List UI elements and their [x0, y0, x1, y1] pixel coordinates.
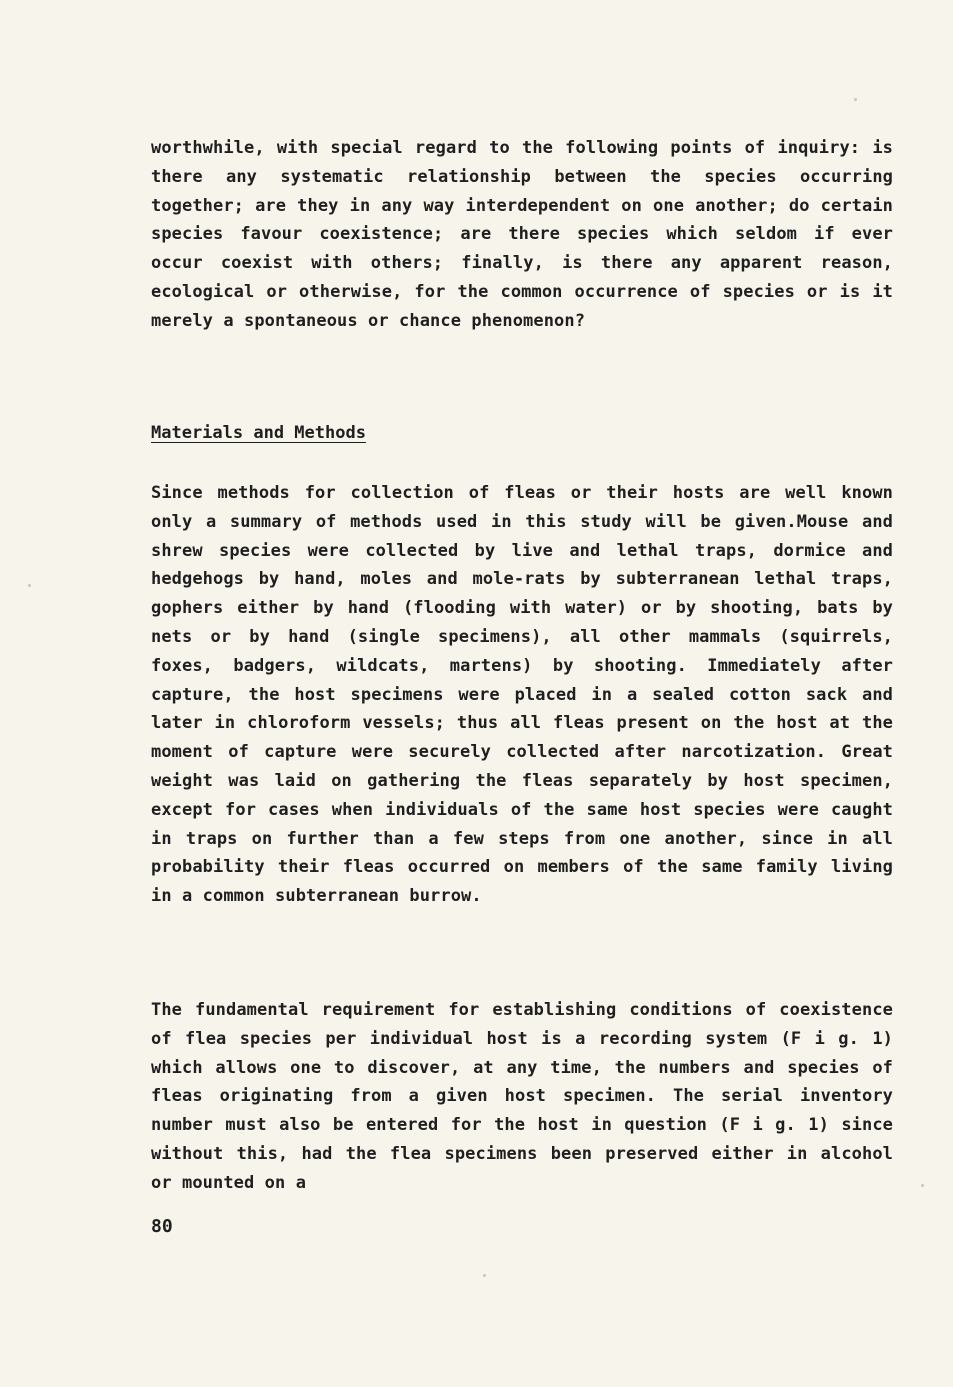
- paragraph-collection-methods: Since methods for collection of fleas or their hosts are well known only a summary of methods used in this study will be given.Mouse and shrew species were collected by live and lethal traps, dormice and hedgehogs by hand, moles and mole-rats by subterranean lethal traps, gophers either by hand (flooding with water) or by shooting, bats by nets or by hand (single specimens), all other mammals (squirrels, foxes, badgers, wildcats, martens) by shooting. Immediately after capture, the host specimens were placed in a sealed cotton sack and later in chloroform vessels; thus all fleas present on the host at the moment of capture were securely collected after narcotization. Great weight was laid on gathering the fleas separately by host specimen, except for cases when individuals of the same host species were caught in traps on further than a few steps from one another, since in all probability their fleas occurred on members of the same family living in a common subterranean burrow.: [151, 483, 893, 907]
- paper-speck: [28, 584, 31, 587]
- paper-speck: [483, 1274, 486, 1277]
- section-heading-materials-methods: Materials and Methods: [151, 423, 366, 443]
- paper-speck: [854, 98, 857, 101]
- paper-speck: [921, 1184, 924, 1187]
- paragraph-intro-questions: worthwhile, with special regard to the following points of inquiry: is there any systematic relationship between the species occurring together; are they in any way interdependent on one another; do certain species favour coexistence; are there species which seldom if ever occur coexist with others; finally, is there any apparent reason, ecological or otherwise, for the common occurrence of species or is it merely a spontaneous or chance phenomenon?: [151, 138, 893, 331]
- paragraph-recording-system: The fundamental requirement for establishing conditions of coexistence of flea species per individual host is a recording system (F i g. 1) which allows one to discover, at any time, the numbers and species of fleas originating from a given host specimen. The serial inventory number must also be entered for the host in question (F i g. 1) since without this, had the flea specimens been preserved either in alcohol or mounted on a: [151, 1000, 893, 1193]
- page-number: 80: [151, 1216, 173, 1237]
